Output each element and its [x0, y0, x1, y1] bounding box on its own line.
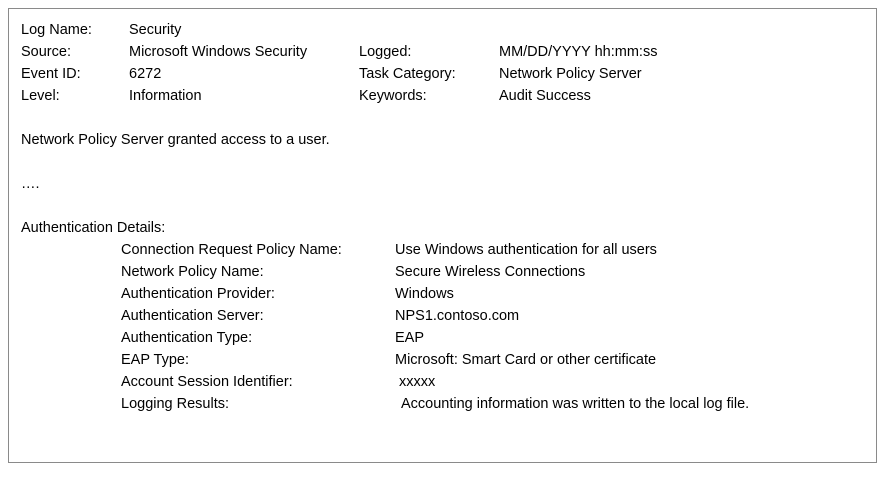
detail-indent-1: [21, 239, 121, 261]
authentication-provider-label: Authentication Provider:: [121, 286, 275, 302]
source-value: Microsoft Windows Security: [129, 44, 308, 60]
account-session-identifier-value: xxxxx: [399, 374, 436, 390]
spacer-after-header: [21, 107, 876, 129]
eap-type-label: EAP Type:: [121, 352, 189, 368]
level-label: Level:: [21, 88, 60, 104]
keywords-label: Keywords:: [359, 88, 427, 104]
detail-indent-6: [21, 349, 121, 371]
authentication-provider-value: Windows: [395, 286, 454, 302]
connection-request-policy-name-value: Use Windows authentication for all users: [395, 242, 657, 258]
logging-results-value: Accounting information was written to the local log file.: [401, 396, 750, 412]
event-details-content: [9, 9, 876, 415]
spacer-after-description: [21, 151, 876, 173]
authentication-details-grid: [21, 239, 876, 415]
authentication-server-label: Authentication Server:: [121, 308, 264, 324]
task-category-label: Task Category:: [359, 66, 456, 82]
level-value: Information: [129, 88, 202, 104]
detail-indent-8: [21, 393, 121, 415]
logged-label: Logged:: [359, 44, 412, 60]
source-label: Source:: [21, 44, 71, 60]
account-session-identifier-label: Account Session Identifier:: [121, 374, 293, 390]
connection-request-policy-name-label: Connection Request Policy Name:: [121, 242, 342, 258]
log-name-value: Security: [129, 22, 182, 38]
authentication-details-title: Authentication Details:: [21, 220, 166, 236]
authentication-type-value: EAP: [395, 330, 425, 346]
logged-value: MM/DD/YYYY hh:mm:ss: [499, 44, 658, 60]
event-header-grid: [21, 19, 876, 107]
keywords-value: Audit Success: [499, 88, 591, 104]
detail-indent-2: [21, 261, 121, 283]
event-details-panel: [8, 8, 877, 463]
event-id-label: Event ID:: [21, 66, 81, 82]
logging-results-label: Logging Results:: [121, 396, 230, 412]
detail-indent-5: [21, 327, 121, 349]
event-id-value: 6272: [129, 66, 162, 82]
authentication-server-value: NPS1.contoso.com: [395, 308, 520, 324]
detail-indent-3: [21, 283, 121, 305]
detail-indent-4: [21, 305, 121, 327]
network-policy-name-label: Network Policy Name:: [121, 264, 264, 280]
spacer-after-ellipsis: [21, 195, 876, 217]
network-policy-name-value: Secure Wireless Connections: [395, 264, 586, 280]
authentication-type-label: Authentication Type:: [121, 330, 253, 346]
eap-type-value: Microsoft: Smart Card or other certificate: [395, 352, 657, 368]
truncation-ellipsis: ….: [21, 176, 40, 192]
log-name-label: Log Name:: [21, 22, 92, 38]
event-description: Network Policy Server granted access to a user.: [21, 132, 330, 148]
task-category-value: Network Policy Server: [499, 66, 642, 82]
detail-indent-7: [21, 371, 121, 393]
